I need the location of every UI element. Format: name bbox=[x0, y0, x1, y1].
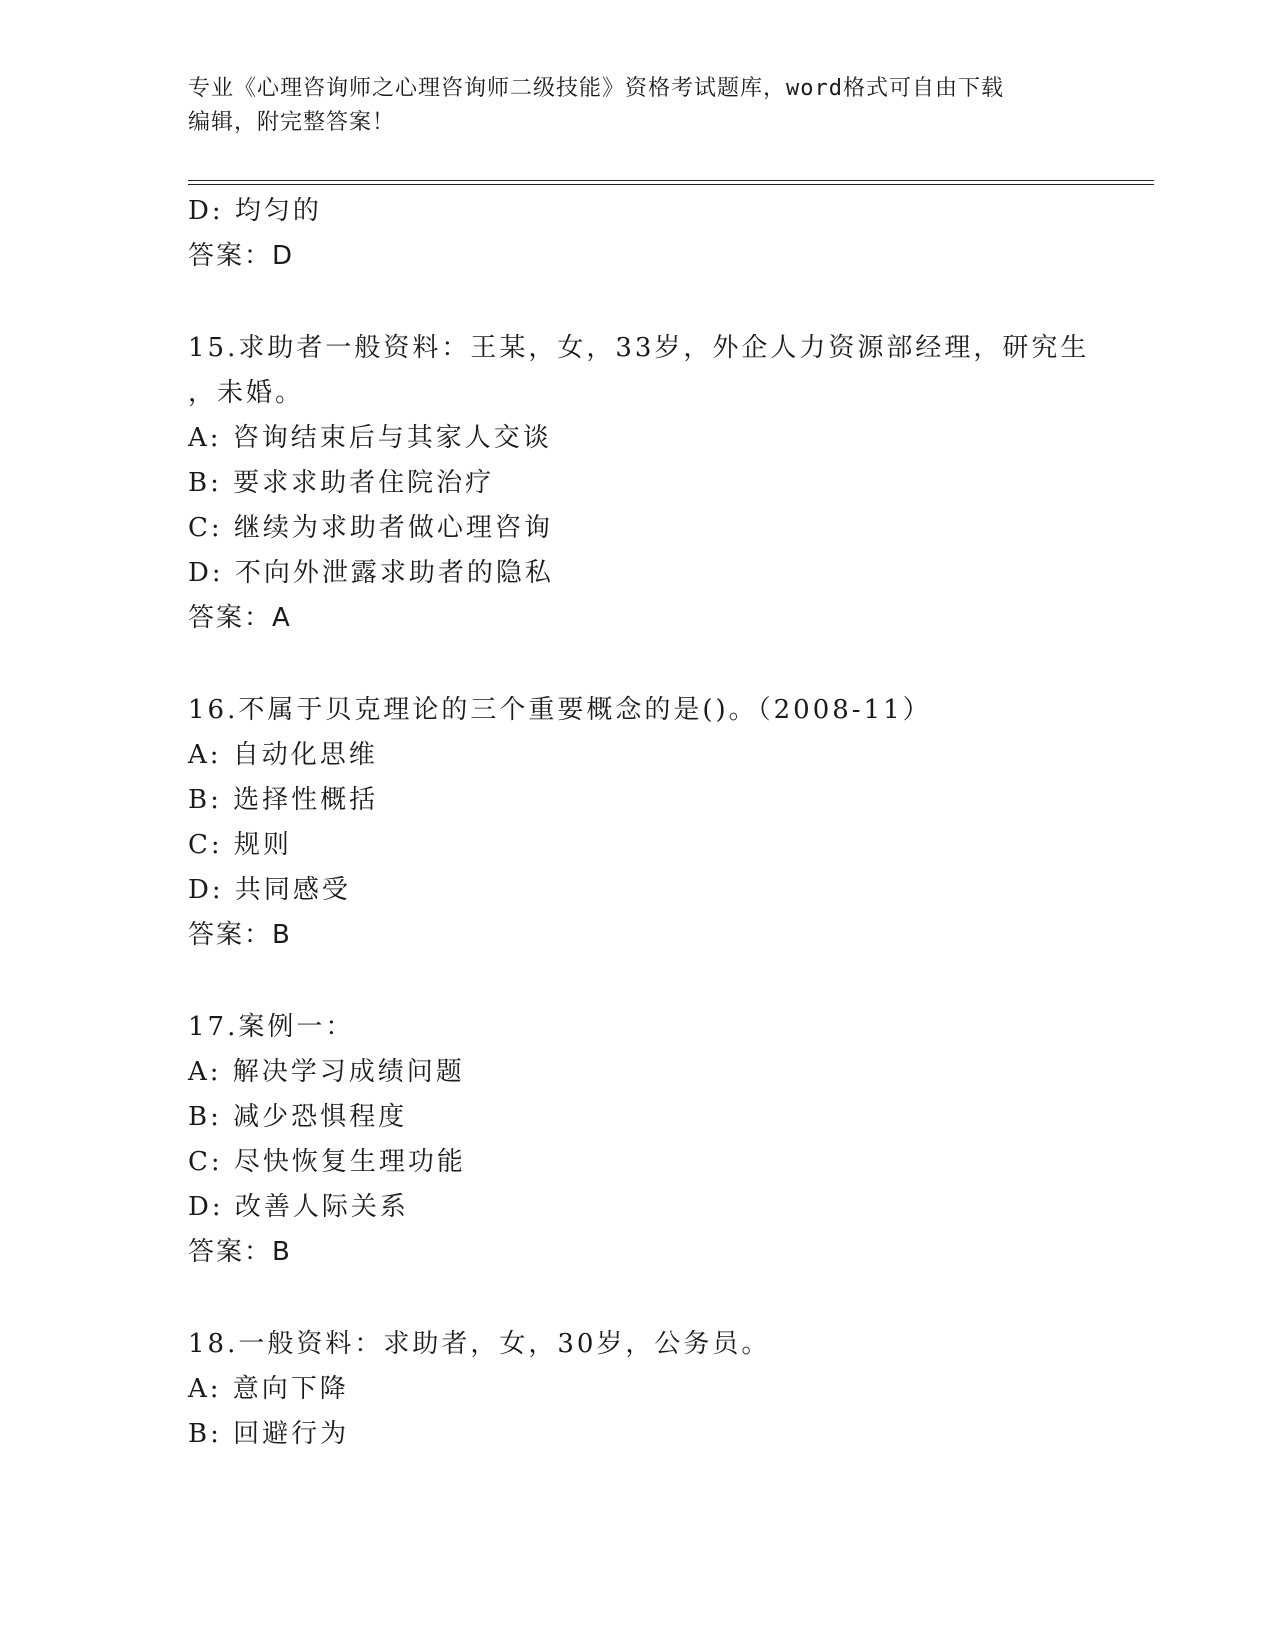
option-c: C: 尽快恢复生理功能 bbox=[188, 1147, 466, 1177]
spacer bbox=[188, 1275, 1118, 1322]
header-divider-top bbox=[188, 180, 1154, 181]
option-a: A: 咨询结束后与其家人交谈 bbox=[188, 423, 552, 453]
answer-line: 答案：A bbox=[188, 603, 292, 633]
document-header bbox=[188, 72, 1068, 140]
spacer bbox=[188, 279, 1118, 326]
question-stem-continued: ，未婚。 bbox=[188, 378, 305, 408]
answer-line: 答案：B bbox=[188, 1237, 292, 1267]
option-c: C: 规则 bbox=[188, 830, 292, 860]
option-b: B: 选择性概括 bbox=[188, 785, 379, 815]
option-b: B: 回避行为 bbox=[188, 1419, 350, 1449]
question-stem: 17.案例一： bbox=[188, 1012, 355, 1042]
answer-line: 答案：B bbox=[188, 920, 292, 950]
option-b: B: 要求求助者住院治疗 bbox=[188, 468, 495, 498]
option-d: D: 不向外泄露求助者的隐私 bbox=[188, 558, 554, 588]
option-a: A: 意向下降 bbox=[188, 1374, 349, 1404]
option-a: A: 解决学习成绩问题 bbox=[188, 1057, 465, 1087]
question-17 bbox=[188, 1005, 1118, 1275]
option-a: A: 自动化思维 bbox=[188, 740, 378, 770]
header-line-2: 编辑，附完整答案！ bbox=[188, 110, 396, 135]
question-list bbox=[188, 189, 1118, 1457]
question-16 bbox=[188, 688, 1118, 958]
option-b: B: 减少恐惧程度 bbox=[188, 1102, 408, 1132]
option-d: D: 改善人际关系 bbox=[188, 1192, 409, 1222]
spacer bbox=[188, 641, 1118, 688]
header-divider-bottom bbox=[188, 184, 1154, 185]
question-stem: 18.一般资料：求助者，女，30岁，公务员。 bbox=[188, 1329, 771, 1359]
question-stem: 15.求助者一般资料：王某，女，33岁，外企人力资源部经理，研究生 bbox=[188, 333, 1090, 363]
answer-line: 答案：D bbox=[188, 241, 295, 271]
spacer bbox=[188, 958, 1118, 1005]
question-15 bbox=[188, 326, 1118, 641]
option-d: D: 均匀的 bbox=[188, 196, 322, 226]
option-c: C: 继续为求助者做心理咨询 bbox=[188, 513, 553, 543]
question-18 bbox=[188, 1322, 1118, 1457]
option-d: D: 共同感受 bbox=[188, 875, 351, 905]
header-line-1: 专业《心理咨询师之心理咨询师二级技能》资格考试题库，word格式可自由下载 bbox=[188, 76, 1004, 101]
question-stem: 16.不属于贝克理论的三个重要概念的是()。（2008-11） bbox=[188, 695, 932, 725]
